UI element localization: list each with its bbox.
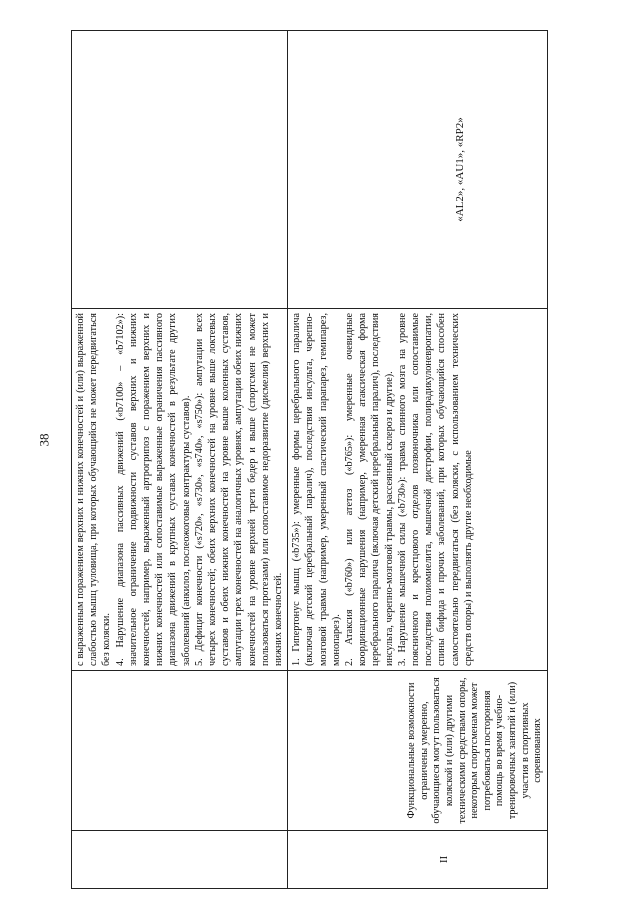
impairment-paragraph: 2. Атаксия («b760») или атетоз («b765»): умеренные очевидные координационные нарушения (например, умеренная атаксическая форма церебрального паралича (включая детский церебральный паралич), последствия инсульта, черепно-мозговой травмы, рассеянный склероз и другие). (344, 313, 395, 666)
impairment-paragraph: 1. Гипертонус мышц («b735»): умеренные формы церебрального паралича (включая детский церебральный паралич), последствия инсульта, черепно-мозговой травмы (например, умеренный спастический парапарез, гемипарез, монопарез). (291, 313, 342, 666)
impairment-paragraph: 5. Дефицит конечности («s720», «s730», «s740», «s750»): ампутации всех четырех конечностей; обеих верхних конечностей на уровне выше локтевых суставов и обеих нижних конечностей на уровне выше коленных суставов, ампутации трех конечностей на аналогичных уровнях, ампутации обеих нижних конечностей на уровне верхней трети бедер и выше (спортсмен не может пользоваться протезами) или сопоставимое недоразвитие (дисмелия) верхних и нижних конечностей. (193, 313, 285, 666)
codes-cell (72, 31, 288, 309)
classification-table (71, 30, 548, 889)
table-row-group-ii (288, 31, 548, 889)
impairment-paragraph: 4. Нарушение диапазона пассивных движений («b7100» – «b7102»): значительное ограничение подвижности суставов верхних и нижних конечностей, например, выраженный артрогрипоз с поражением верхних и нижних конечностей или сопоставимые выраженные ограничения пассивного диапазона движений в крупных суставах конечностей в результате других заболеваний (анкилоз, послеожоговые контрактуры суставов). (114, 313, 192, 666)
functional-cell-empty (72, 671, 288, 831)
functional-description-cell: Функциональные возможности ограничены умеренно, обучающиеся могут пользоваться коляской и (или) другими техническими средствами опоры, некоторым спортсменам может потребоваться посторонняя помощь во время учебно-тренировочных занятий и (или) участия в спортивных соревнованиях (288, 671, 548, 831)
group-cell-empty (72, 831, 288, 889)
impairment-cell (288, 309, 548, 671)
impairment-paragraph: 3. Нарушение мышечной силы («b730»): травма спинного мозга на уровне поясничного и крестцового отделов позвоночника или сопоставимые последствия полиомиелита, мышечной дистрофии, полирадикулоневропатии, спины бифида и прочих заболеваний, при которых обучающийся способен самостоятельно передвигаться (без коляски, с использованием технических средств опоры) и выполнять другие необходимые (396, 313, 474, 666)
impairment-paragraph: с выраженным поражением верхних и нижних конечностей и (или) выраженной слабостью мышц туловища, при которых обучающийся не может передвигаться без коляски. (75, 313, 113, 666)
impairment-cell (72, 309, 288, 671)
rotated-page (71, 31, 544, 889)
page-number: 38 (36, 433, 52, 447)
group-cell: II (288, 831, 548, 889)
codes-cell: «AL2», «AU1», «RP2» (288, 31, 548, 309)
table-row-continuation (72, 31, 288, 889)
